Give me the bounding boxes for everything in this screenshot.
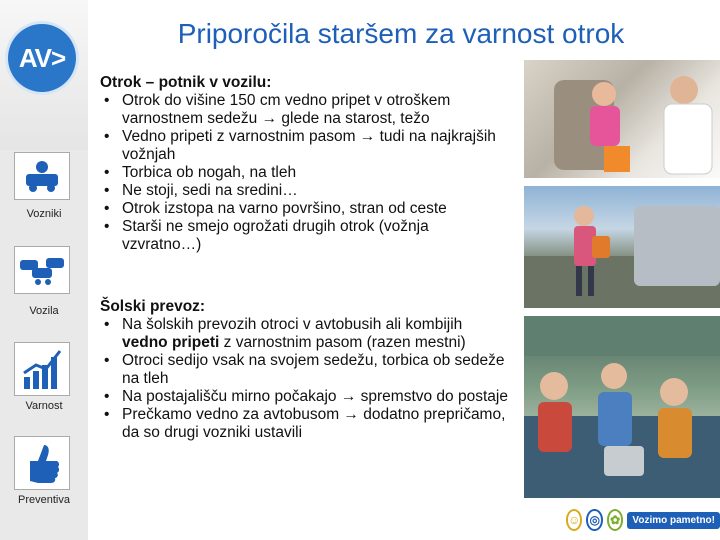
bullet-list [100, 92, 510, 254]
section-heading: Šolski prevoz: [100, 298, 206, 315]
list-item: • Starši ne smejo ogrožati drugih otrok (vožnja vzvratno…) [100, 218, 510, 254]
emphasis: vedno pripeti [122, 334, 220, 351]
avp-logo: AV> [8, 24, 76, 92]
cars-icon[interactable] [14, 246, 70, 294]
list-item: • Na postajališču mirno počakajo → spremstvo do postaje [100, 388, 510, 406]
list-item [100, 316, 510, 352]
list-item: • Torbica ob nogah, na tleh [100, 164, 510, 182]
section-school-transport [100, 298, 510, 442]
section-child-passenger [100, 74, 510, 254]
list-item: • Prečkamo vedno za avtobusom → dodatno prepričamo, da so drugi vozniki ustavili [100, 406, 510, 442]
sidebar [0, 0, 88, 540]
section-heading: Otrok – potnik v vozilu: [100, 74, 272, 91]
thumbs-up-icon[interactable] [14, 436, 70, 490]
sidebar-item-preventiva[interactable]: Preventiva [18, 494, 70, 506]
text-run: Na šolskih prevozih otroci v avtobusih ali kombijih [122, 316, 463, 333]
list-item: • Ne stoji, sedi na sredini… [100, 182, 510, 200]
list-item: • Otrok izstopa na varno površino, stran od ceste [100, 200, 510, 218]
sidebar-item-vozila[interactable]: Vozila [29, 305, 59, 317]
page-title: Priporočila staršem za varnost otrok [177, 18, 625, 49]
bullet-list [100, 316, 510, 442]
photo-children-in-bus [524, 316, 720, 498]
photo-child-car-seat [524, 60, 720, 178]
list-item: • Otroci sedijo vsak na svojem sedežu, torbica ob sedeže na tleh [100, 352, 510, 388]
text-run: z varnostnim pasom (razen mestni) [219, 334, 466, 351]
list-item: • Vedno pripeti z varnostnim pasom → tudi na najkrajših vožnjah [100, 128, 510, 164]
target-icon: ◎ [586, 509, 602, 531]
car-icon[interactable] [14, 152, 70, 200]
smiley-icon: ☺ [566, 509, 582, 531]
photo-child-leaving-car [524, 186, 720, 308]
brand-logo: Vozimo pametno! [627, 512, 720, 529]
list-item: • Otrok do višine 150 cm vedno pripet v otroškem varnostnem sedežu → glede na starost, težo [100, 92, 510, 128]
footer-logos [566, 506, 720, 534]
chart-up-icon[interactable] [14, 342, 70, 396]
sidebar-item-varnost[interactable]: Varnost [25, 400, 63, 412]
leaf-icon: ✿ [607, 509, 623, 531]
sidebar-item-vozniki[interactable]: Vozniki [26, 208, 62, 220]
